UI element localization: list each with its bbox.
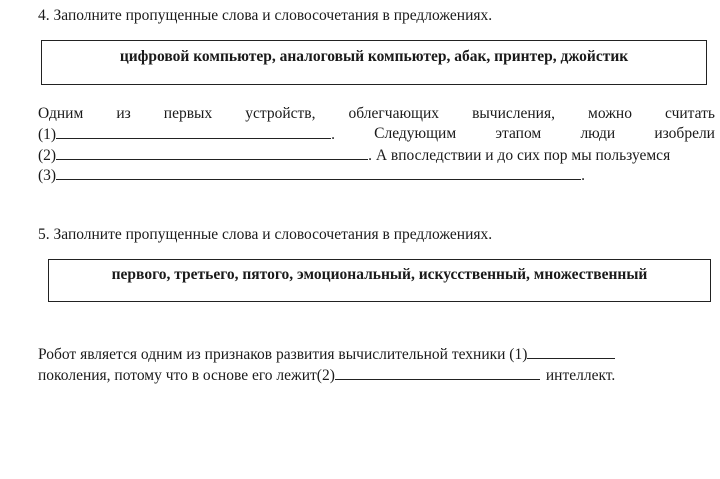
word: Одним — [38, 105, 84, 122]
blank-number-1: (1) — [38, 126, 57, 143]
task4-word-bank-box — [41, 40, 707, 85]
word: люди — [580, 125, 616, 142]
blank-number-3: (3) — [38, 167, 57, 184]
task4-sentence-line-2 — [38, 124, 715, 145]
task4-word-bank: цифровой компьютер, аналоговый компьютер, абак, принтер, джойстик — [119, 48, 629, 65]
sentence-end: интеллект. — [545, 367, 616, 384]
task5-word-bank-box — [48, 259, 711, 302]
task4-heading: 4. Заполните пропущенные слова и словосочетания в предложениях. — [38, 7, 493, 24]
word: можно — [588, 105, 632, 122]
word: этапом — [495, 125, 542, 142]
answer-blank-2[interactable] — [335, 365, 540, 380]
answer-blank-1[interactable] — [527, 344, 615, 359]
period: . — [581, 167, 585, 184]
word: вычисления, — [472, 105, 555, 122]
word: Следующим — [374, 125, 457, 142]
sentence-continuation: . А впоследствии и до сих пор мы пользуемся — [368, 147, 671, 164]
task4-sentence-line-1 — [38, 104, 715, 124]
task4-sentence-line-4 — [38, 165, 585, 186]
sentence-text: Робот является одним из признаков развития вычислительной техники (1) — [38, 346, 528, 363]
task5-sentence-line-2 — [38, 365, 615, 386]
word: устройств, — [245, 105, 316, 122]
task5-word-bank: первого, третьего, пятого, эмоциональный, искусственный, множественный — [111, 266, 648, 283]
task4-sentence-line-3 — [38, 145, 670, 166]
word: из — [116, 105, 131, 122]
answer-blank-3[interactable] — [56, 165, 581, 180]
answer-blank-2[interactable] — [56, 145, 368, 160]
answer-blank-1[interactable] — [56, 124, 331, 139]
word: считать — [665, 105, 715, 122]
word: облегчающих — [348, 105, 440, 122]
task5-heading: 5. Заполните пропущенные слова и словосочетания в предложениях. — [38, 226, 493, 243]
sentence-text: поколения, потому что в основе его лежит(2) — [38, 367, 335, 384]
word: первых — [163, 105, 213, 122]
blank-number-2: (2) — [38, 147, 57, 164]
word: изобрели — [654, 125, 715, 142]
task5-sentence-line-1 — [38, 344, 615, 365]
blank-group-1 — [38, 124, 335, 145]
period: . — [331, 126, 335, 143]
